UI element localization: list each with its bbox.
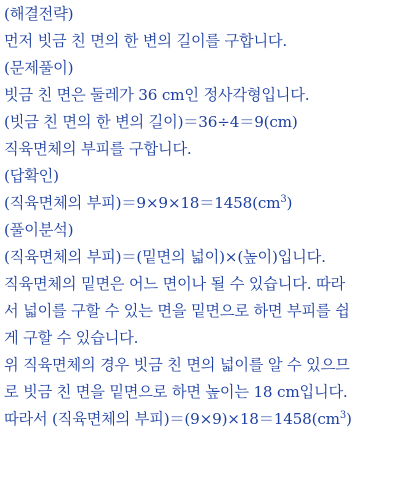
analysis-formula: 따라서 (직육면체의 부피)＝(9×9)×18＝1458(cm [4,410,340,428]
answer-close-paren: ) [286,194,293,212]
solution-text-1: 빗금 친 면은 둘레가 36 cm인 정사각형입니다. [4,86,310,104]
analysis-text-4: 게 구할 수 있습니다. [4,329,139,347]
analysis-text-1: (직육면체의 부피)＝(밑면의 넓이)×(높이)입니다. [4,248,326,266]
section-heading-answer-check: (답확인) [4,167,59,185]
analysis-close-paren: ) [346,410,352,428]
solution-text-3: 직육면체의 부피를 구합니다. [4,140,192,158]
section-heading-solution: (문제풀이) [4,59,74,77]
answer-exponent: 3 [280,194,287,205]
section-heading-strategy: (해결전략) [4,5,74,23]
analysis-exponent: 3 [339,410,346,421]
analysis-text-6: 로 빗금 친 면을 밑면으로 하면 높이는 18 cm입니다. [4,383,348,401]
analysis-text-5: 위 직육면체의 경우 빗금 친 면의 넓이를 알 수 있으므 [4,356,350,374]
analysis-text-3: 서 넓이를 구할 수 있는 면을 밑면으로 하면 부피를 쉽 [4,302,350,320]
strategy-text: 먼저 빗금 친 면의 한 변의 길이를 구합니다. [4,32,288,50]
answer-text [4,190,396,217]
solution-text-2: (빗금 친 면의 한 변의 길이)＝36÷4＝9(cm) [4,113,298,131]
analysis-text-2: 직육면체의 밑면은 어느 면이나 될 수 있습니다. 따라 [4,275,345,293]
analysis-text-7 [4,406,396,433]
section-heading-analysis: (풀이분석) [4,221,74,239]
answer-formula: (직육면체의 부피)＝9×9×18＝1458(cm [4,194,281,212]
